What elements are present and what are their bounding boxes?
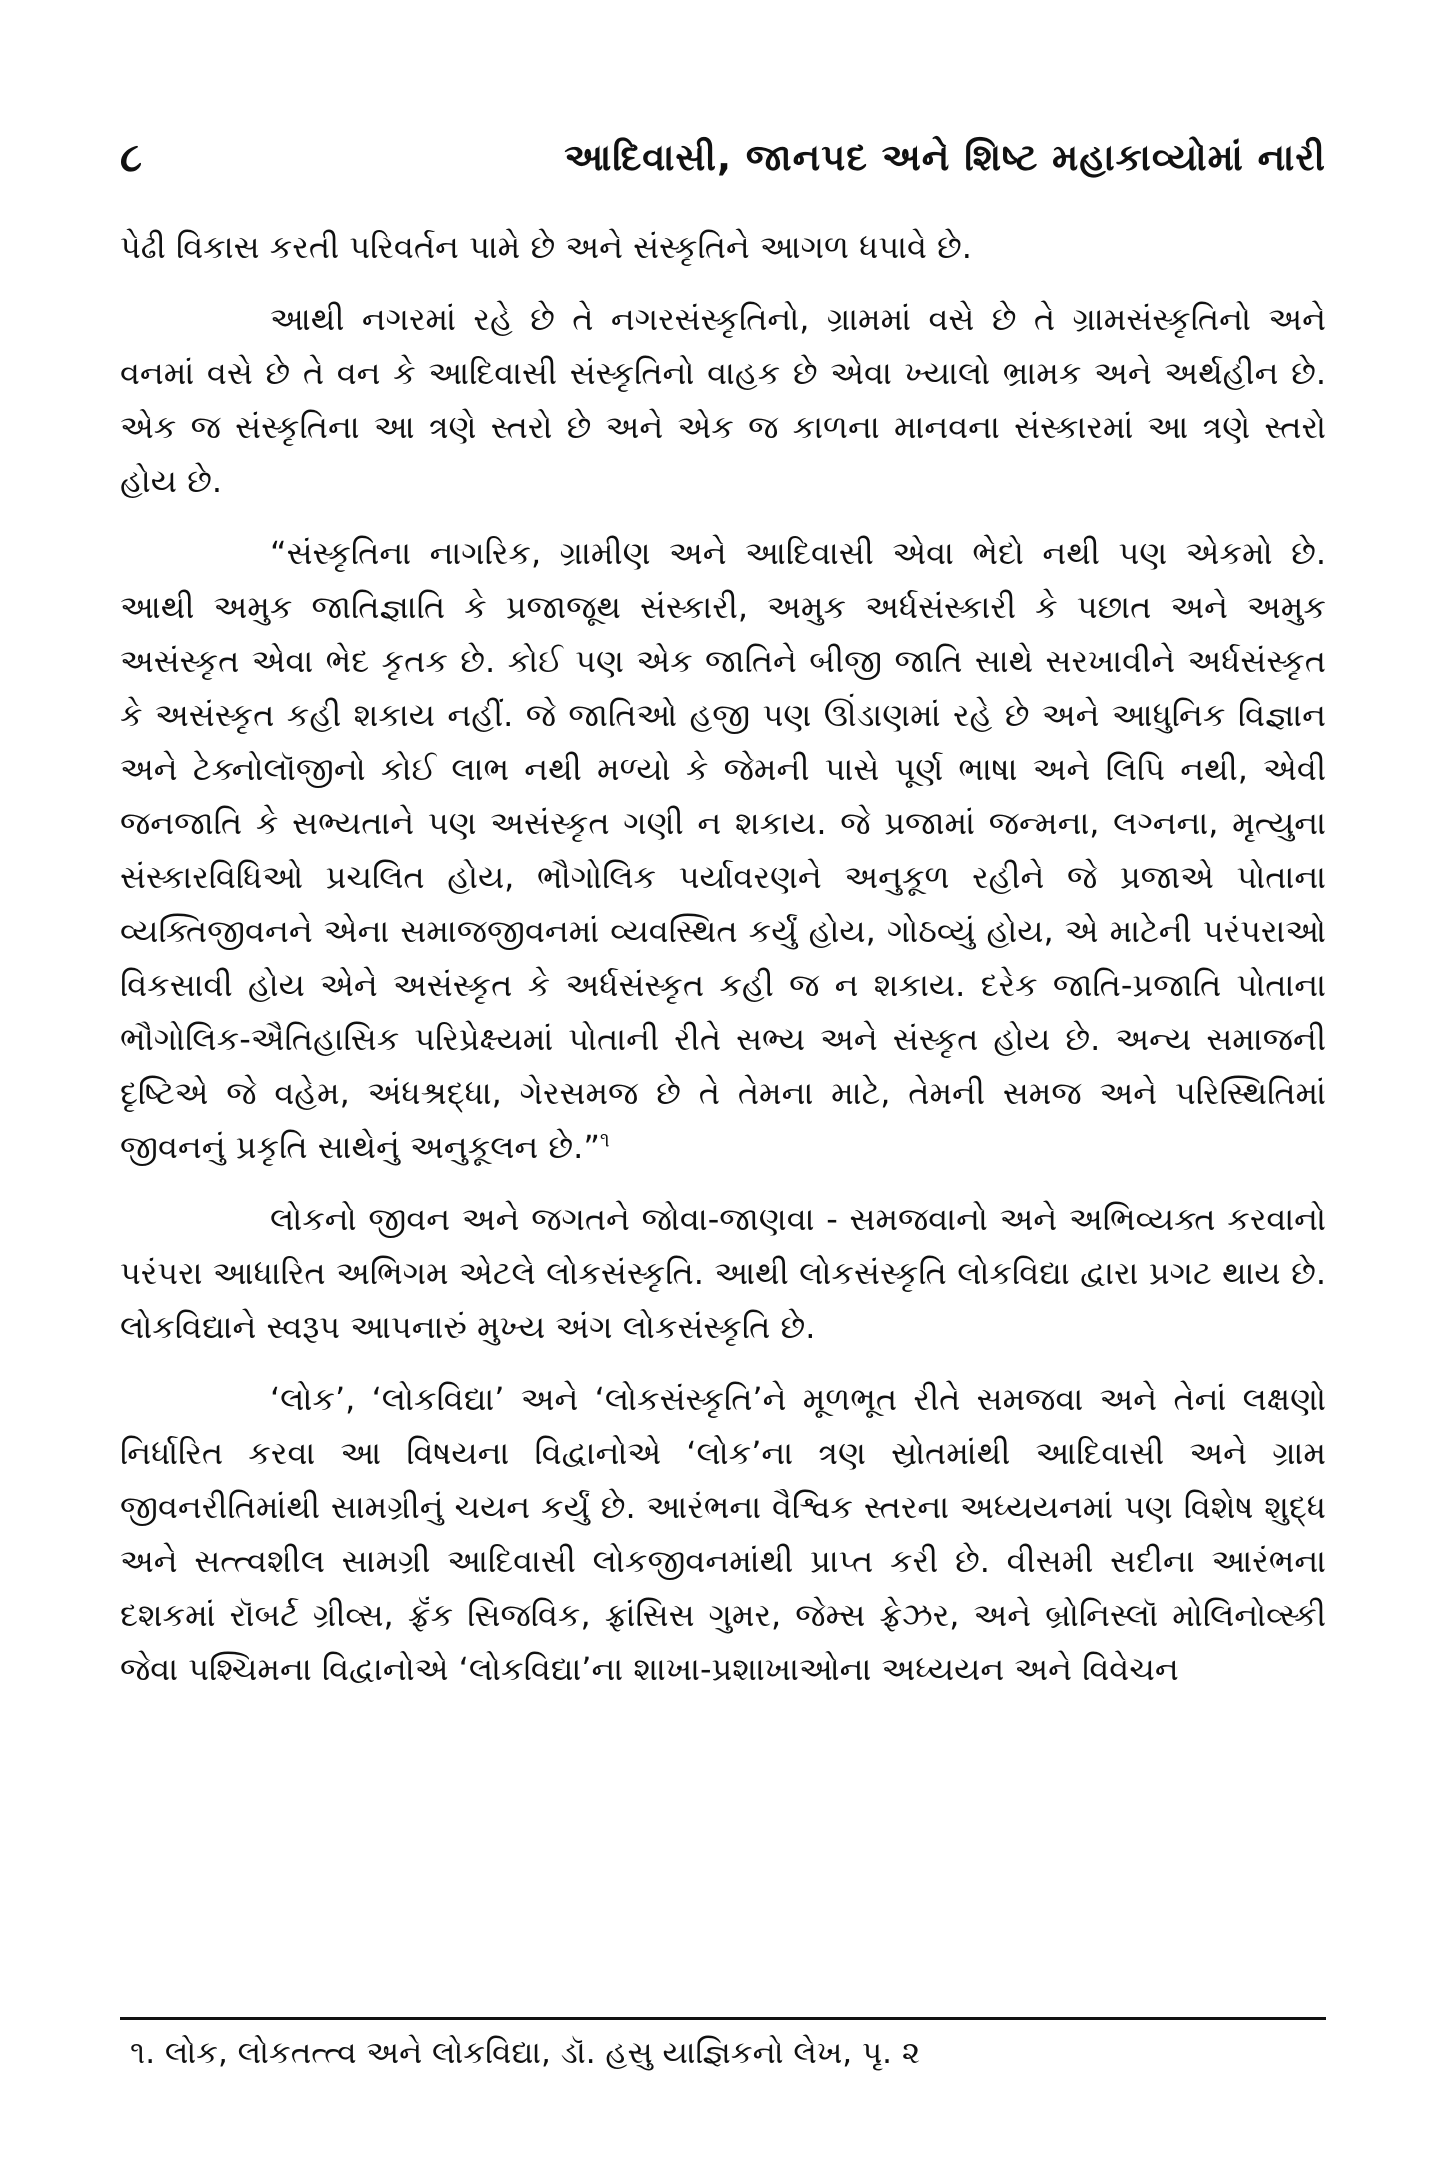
- running-title: આદિવાસી, જાનપદ અને શિષ્ટ મહાકાવ્યોમાં નારી: [564, 136, 1326, 179]
- quoted-paragraph: [120, 526, 1326, 1174]
- paragraph: લોકનો જીવન અને જગતને જોવા-જાણવા - સમજવાનો અને અભિવ્યક્ત કરવાનો પરંપરા આધારિત અભિગમ એટલે લોકસંસ્કૃતિ. આથી લોકસંસ્કૃતિ લોકવિદ્યા દ્વારા પ્રગટ થાય છે. લોકવિદ્યાને સ્વરૂપ આપનારું મુખ્ય અંગ લોકસંસ્કૃતિ છે.: [120, 1200, 1326, 1346]
- quoted-paragraph-text: “સંસ્કૃતિના નાગરિક, ગ્રામીણ અને આદિવાસી એવા ભેદો નથી પણ એકમો છે. આથી અમુક જાતિજ્ઞાતિ કે પ્રજાજૂથ સંસ્કારી, અમુક અર્ધસંસ્કારી કે પછાત અને અમુક અસંસ્કૃત એવા ભેદ કૃતક છે. કોઈ પણ એક જાતિને બીજી જાતિ સાથે સરખાવીને અર્ધસંસ્કૃત કે અસંસ્કૃત કહી શકાય નહીં. જે જાતિઓ હજી પણ ઊંડાણમાં રહે છે અને આધુનિક વિજ્ઞાન અને ટેક્નોલૉજીનો કોઈ લાભ નથી મળ્યો કે જેમની પાસે પૂર્ણ ભાષા અને લિપિ નથી, એવી જનજાતિ કે સભ્યતાને પણ અસંસ્કૃત ગણી ન શકાય. જે પ્રજામાં જન્મના, લગ્નના, મૃત્યુના સંસ્કારવિધિઓ પ્રચલિત હોય, ભૌગોલિક પર્યાવરણને અનુકૂળ રહીને જે પ્રજાએ પોતાના વ્યક્તિજીવનને એના સમાજજીવનમાં વ્યવસ્થિત કર્યું હોય, ગોઠવ્યું હોય, એ માટેની પરંપરાઓ વિકસાવી હોય એને અસંસ્કૃત કે અર્ધસંસ્કૃત કહી જ ન શકાય. દરેક જાતિ-પ્રજાતિ પોતાના ભૌગોલિક-ઐતિહાસિક પરિપ્રેક્ષ્યમાં પોતાની રીતે સભ્ય અને સંસ્કૃત હોય છે. અન્ય સમાજની દૃષ્ટિએ જે વહેમ, અંધશ્રદ્ધા, ગેરસમજ છે તે તેમના માટે, તેમની સમજ અને પરિસ્થિતિમાં જીવનનું પ્રકૃતિ સાથેનું અનુકૂલન છે.”: [120, 534, 1326, 1166]
- footnote-divider: [120, 2017, 1326, 2020]
- body-text: [120, 220, 1326, 1714]
- paragraph-continuation: પેઢી વિકાસ કરતી પરિવર્તન પામે છે અને સંસ્કૃતિને આગળ ધપાવે છે.: [120, 228, 972, 266]
- footnote: ૧. લોક, લોકતત્ત્વ અને લોકવિદ્યા, ડૉ. હસુ યાજ્ઞિકનો લેખ, પૃ. ૨: [130, 2035, 921, 2071]
- paragraph: ‘લોક’, ‘લોકવિદ્યા’ અને ‘લોકસંસ્કૃતિ’ને મૂળભૂત રીતે સમજવા અને તેનાં લક્ષણો નિર્ધારિત કરવા આ વિષયના વિદ્વાનોએ ‘લોક’ના ત્રણ સ્રોતમાંથી આદિવાસી અને ગ્રામ જીવનરીતિમાંથી સામગ્રીનું ચયન કર્યું છે. આરંભના વૈશ્વિક સ્તરના અધ્યયનમાં પણ વિશેષ શુદ્ધ અને સત્ત્વશીલ સામગ્રી આદિવાસી લોકજીવનમાંથી પ્રાપ્ત કરી છે. વીસમી સદીના આરંભના દશકમાં રૉબર્ટ ગ્રીવ્સ, ફ્રૅંક સિજવિક, ફ્રાંસિસ ગુમર, જેમ્સ ફ્રેઝર, અને બ્રોનિસ્લૉ મોલિનોવ્સ્કી જેવા પશ્ચિમના વિદ્વાનોએ ‘લોકવિદ્યા’ના શાખા-પ્રશાખાઓના અધ્યયન અને વિવેચન: [120, 1380, 1326, 1688]
- page-number: ૮: [120, 135, 142, 181]
- paragraph: આથી નગરમાં રહે છે તે નગરસંસ્કૃતિનો, ગ્રામમાં વસે છે તે ગ્રામસંસ્કૃતિનો અને વનમાં વસે છે તે વન કે આદિવાસી સંસ્કૃતિનો વાહક છે એવા ખ્યાલો ભ્રામક અને અર્થહીન છે. એક જ સંસ્કૃતિના આ ત્રણે સ્તરો છે અને એક જ કાળના માનવના સંસ્કારમાં આ ત્રણે સ્તરો હોય છે.: [120, 300, 1326, 500]
- page-header: [120, 128, 1326, 188]
- footnote-reference: ૧: [599, 1127, 610, 1152]
